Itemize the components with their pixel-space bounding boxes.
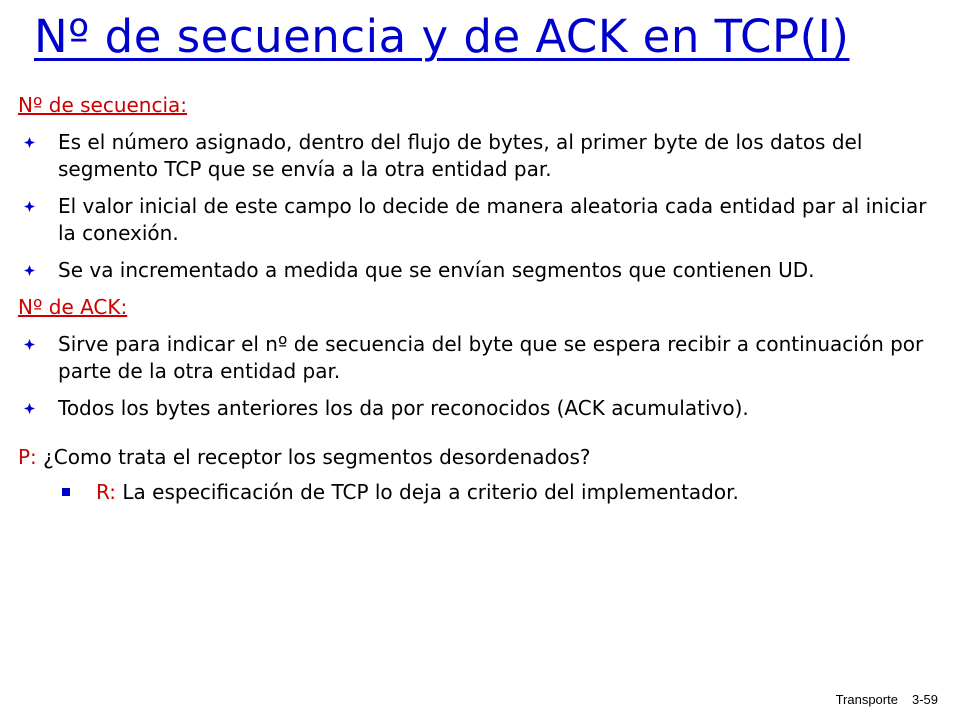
list-item bbox=[18, 395, 938, 422]
list-item bbox=[18, 331, 938, 385]
diamond-bullet-icon bbox=[24, 265, 35, 276]
question-label: P: bbox=[18, 445, 37, 469]
bullet-text: Es el número asignado, dentro del flujo de bytes, al primer byte de los datos del segmento TCP que se envía a la otra entidad par. bbox=[58, 130, 863, 181]
diamond-bullet-icon bbox=[24, 339, 35, 350]
answer-text: La especificación de TCP lo deja a criterio del implementador. bbox=[116, 480, 739, 504]
slide-title: Nº de secuencia y de ACK en TCP(I) bbox=[34, 10, 850, 63]
list-item bbox=[18, 193, 938, 247]
slide-footer bbox=[836, 692, 938, 707]
list-item bbox=[18, 129, 938, 183]
diamond-bullet-icon bbox=[24, 201, 35, 212]
section-heading-ack: Nº de ACK: bbox=[18, 295, 128, 319]
answer-label: R: bbox=[96, 480, 117, 504]
square-bullet-icon bbox=[62, 488, 70, 496]
footer-section: Transporte bbox=[835, 692, 898, 707]
slide-content bbox=[18, 92, 938, 506]
question-text: ¿Como trata el receptor los segmentos desordenados? bbox=[36, 445, 591, 469]
bullet-text: El valor inicial de este campo lo decide de manera aleatoria cada entidad par al iniciar la conexión. bbox=[58, 194, 927, 245]
list-item bbox=[18, 257, 938, 284]
bullet-text: Sirve para indicar el nº de secuencia del byte que se espera recibir a continuación por parte de la otra entidad par. bbox=[58, 332, 924, 383]
bullet-text: Todos los bytes anteriores los da por reconocidos (ACK acumulativo). bbox=[58, 396, 749, 420]
answer bbox=[18, 479, 938, 506]
question bbox=[18, 444, 938, 471]
page-number: 3-59 bbox=[911, 692, 938, 707]
diamond-bullet-icon bbox=[24, 403, 35, 414]
section-heading-sequence: Nº de secuencia: bbox=[18, 93, 188, 117]
bullet-text: Se va incrementado a medida que se envían segmentos que contienen UD. bbox=[58, 258, 815, 282]
diamond-bullet-icon bbox=[24, 137, 35, 148]
